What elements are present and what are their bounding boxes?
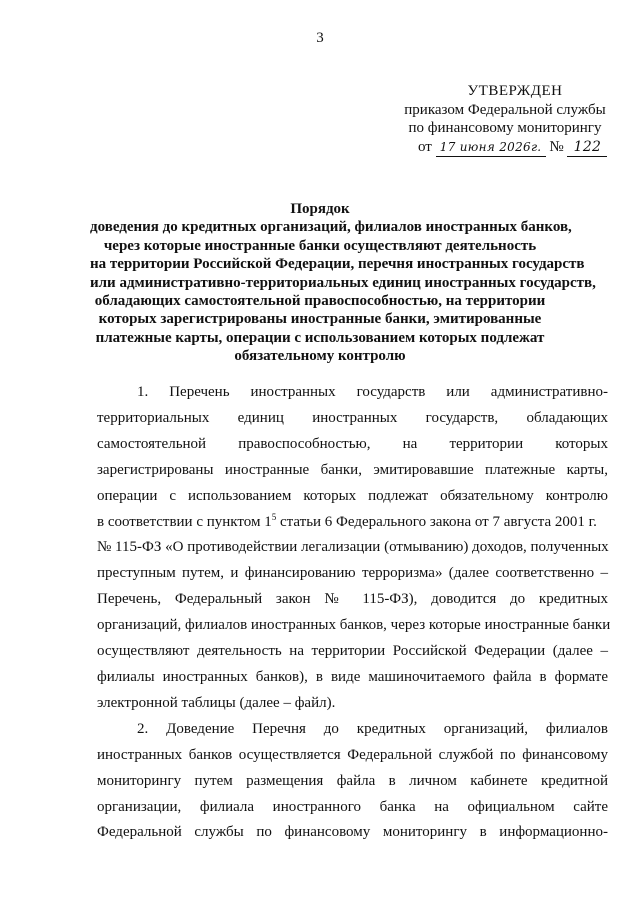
paragraph-1-line: Перечень, Федеральный закон № 115-ФЗ), доводится до кредитных (97, 591, 608, 608)
paragraph-1-line: осуществляют деятельность на территории Российской Федерации (далее – (97, 643, 608, 660)
approval-heading: УТВЕРЖДЕН (467, 83, 563, 99)
handwritten-number: 122 (567, 138, 607, 158)
paragraph-1-line: организаций, филиалов иностранных банков, через которые иностранные банки (97, 617, 611, 634)
title-line: через которые иностранные банки осуществляют деятельность (103, 237, 537, 254)
document-body (97, 380, 611, 846)
title-line: обладающих самостоятельной правоспособностью, на территории (94, 293, 546, 310)
title-line: доведения до кредитных организаций, филиалов иностранных банков, (90, 219, 572, 236)
title-line: на территории Российской Федерации, перечня иностранных государств (90, 256, 585, 273)
paragraph-1-last-line: электронной таблицы (далее – файл). (97, 694, 336, 711)
paragraph-1-line: 1. Перечень иностранных государств или административно- (137, 384, 608, 400)
page-number: 3 (316, 30, 324, 46)
paragraph-1-line: самостоятельной правоспособностью, на территории которых (97, 435, 608, 452)
paragraph-2-line: иностранных банков осуществляется Федеральной службой по финансовому (97, 746, 608, 763)
approval-from-label: от (418, 138, 432, 155)
paragraph-2-line: 2. Доведение Перечня до кредитных организаций, филиалов (137, 720, 608, 737)
approval-agency-line: по финансовому мониторингу (408, 120, 602, 136)
text-segment: статьи 6 Федерального закона от 7 августа 2001 г. (276, 513, 597, 530)
title-line: обязательному контролю (234, 348, 406, 365)
approval-order-line: приказом Федеральной службы (404, 101, 606, 118)
paragraph-1-line-with-footnote (97, 510, 608, 536)
approval-block (390, 82, 620, 157)
paragraph-1-line: территориальных единиц иностранных государств, обладающих (97, 409, 608, 426)
paragraph-2-line: Федеральной службы по финансовому мониторингу в информационно- (97, 824, 608, 841)
text-segment: в соответствии с пунктом 1 (97, 513, 272, 530)
superscript-5: 5 (271, 511, 277, 522)
paragraph-2-line: мониторингу путем размещения файла в личном кабинете кредитной (97, 772, 608, 789)
approval-date-number-line (390, 138, 620, 158)
paragraph-1-line: преступным путем, и финансированию терроризма» (далее соответственно – (97, 565, 608, 582)
title-line: которых зарегистрированы иностранные банки, эмитированные (98, 311, 542, 328)
paragraph-1-line: филиалы иностранных банков), в виде машиночитаемого файла в формате (97, 668, 608, 685)
document-title (90, 200, 596, 366)
paragraph-1-line: операции с использованием которых подлежат обязательному контролю (97, 487, 608, 504)
handwritten-date: 17 июня 2026г. (436, 138, 546, 158)
title-line: или административно-территориальных единиц иностранных государств, (90, 274, 596, 291)
paragraph-1-line: № 115-ФЗ «О противодействии легализации (отмыванию) доходов, полученных (97, 539, 609, 556)
title-heading: Порядок (290, 201, 350, 217)
paragraph-1-line: зарегистрированы иностранные банки, эмитировавшие платежные карты, (97, 461, 608, 478)
approval-number-label: № (549, 138, 564, 155)
paragraph-2-line: организации, филиала иностранного банка на официальном сайте (97, 798, 608, 815)
title-line: платежные карты, операции с использованием которых подлежат (95, 329, 545, 346)
